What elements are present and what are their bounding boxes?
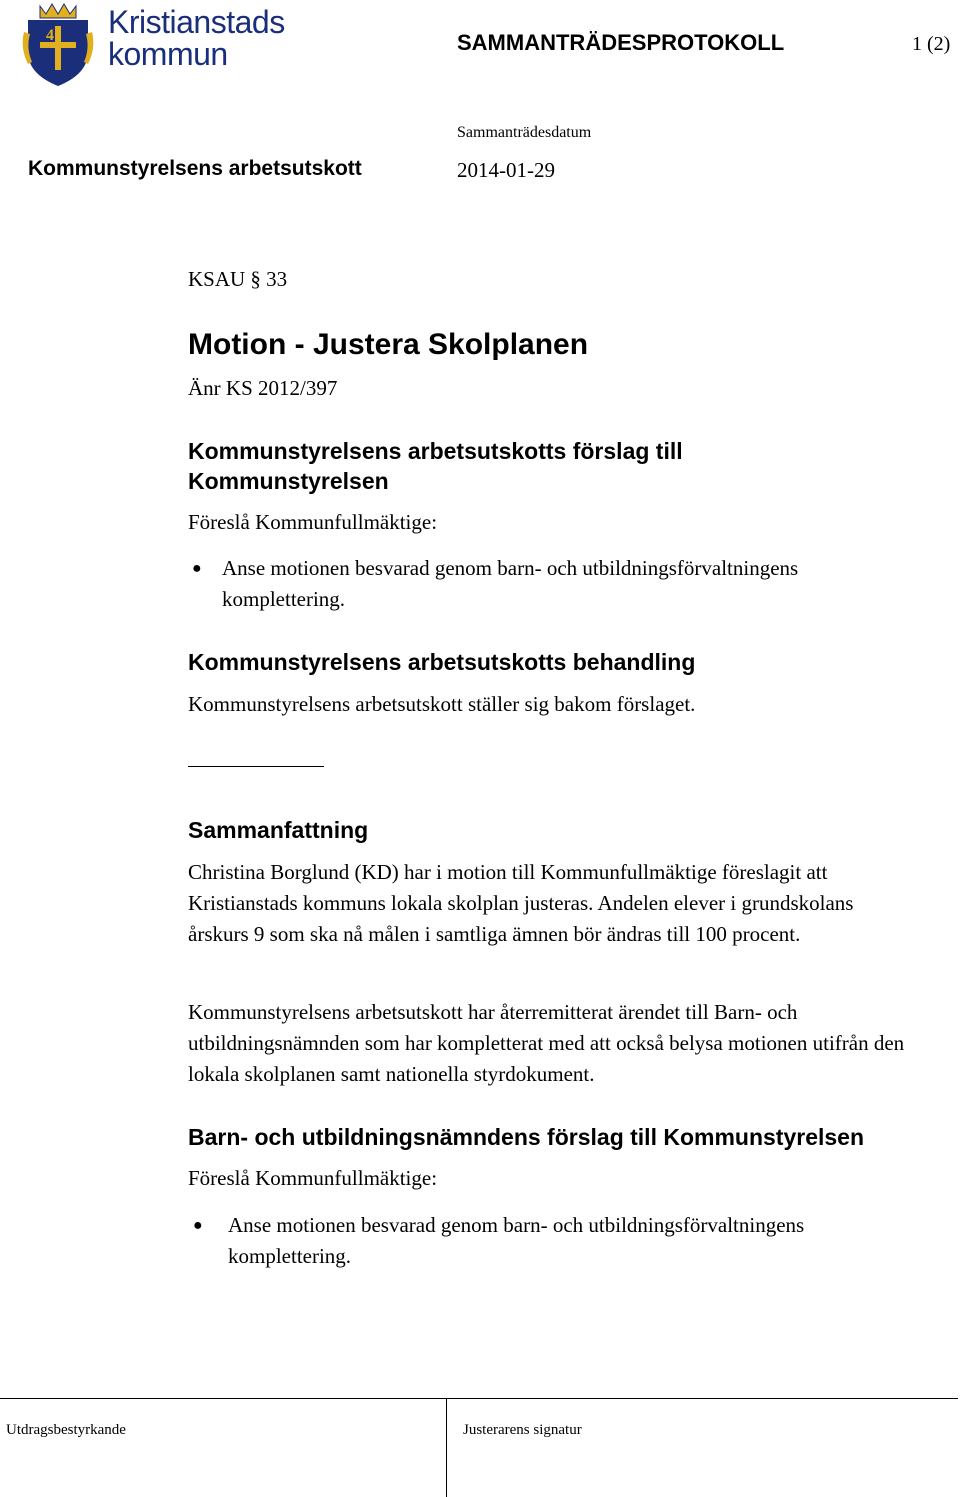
svg-text:4: 4 <box>46 27 54 44</box>
proposal-intro: Föreslå Kommunfullmäktige: <box>188 510 438 534</box>
summary-heading: Sammanfattning <box>188 817 369 843</box>
certification-label: Utdragsbestyrkande <box>6 1422 126 1438</box>
logo-name-line1: Kristianstads <box>108 4 285 40</box>
meeting-date-label: Sammanträdesdatum <box>457 124 592 141</box>
document-type: SAMMANTRÄDESPROTOKOLL <box>457 30 785 55</box>
proposal-bullet: Anse motionen besvarad genom barn- och utbildningsförvaltningens komplettering. <box>222 556 799 611</box>
page-number: 1 (2) <box>912 33 951 55</box>
committee-name: Kommunstyrelsens arbetsutskott <box>28 157 362 180</box>
board-proposal-intro: Föreslå Kommunfullmäktige: <box>188 1166 438 1190</box>
item-number: KSAU § 33 <box>188 267 288 291</box>
case-number: Änr KS 2012/397 <box>188 376 338 400</box>
board-proposal-heading: Barn- och utbildningsnämndens förslag till Kommunstyrelsen <box>188 1124 865 1150</box>
proposal-heading: Kommunstyrelsens arbetsutskotts förslag till Kommunstyrelsen <box>188 438 683 494</box>
bullet-icon: ● <box>192 560 202 577</box>
summary-paragraph: Christina Borglund (KD) har i motion till Kommunfullmäktige föreslagit att Kristianstads kommuns lokala skolplan justeras. Andelen elever i grundskolans årskurs 9 som ska nå målen i samtliga ämnen bör ändras till 100 procent. <box>188 860 854 946</box>
meeting-date: 2014-01-29 <box>457 158 555 182</box>
coat-of-arms-icon <box>20 2 96 88</box>
handling-text: Kommunstyrelsens arbetsutskott ställer sig bakom förslaget. <box>188 692 696 716</box>
footer-divider <box>446 1399 447 1497</box>
footer-rule <box>0 1398 958 1399</box>
handling-heading: Kommunstyrelsens arbetsutskotts behandling <box>188 649 696 675</box>
adjuster-signature-label: Justerarens signatur <box>463 1422 582 1438</box>
section-divider <box>188 766 324 767</box>
board-proposal-bullet: Anse motionen besvarad genom barn- och utbildningsförvaltningens komplettering. <box>228 1213 805 1268</box>
summary-paragraph: Kommunstyrelsens arbetsutskott har återremitterat ärendet till Barn- och utbildningsnämnden som har kompletterat med att också belysa motionen utifrån den lokala skolplanen samt nationella styrdokument. <box>188 1000 905 1086</box>
logo-name-line2: kommun <box>108 36 228 72</box>
bullet-icon: ● <box>193 1217 203 1234</box>
item-title: Motion - Justera Skolplanen <box>188 328 589 361</box>
